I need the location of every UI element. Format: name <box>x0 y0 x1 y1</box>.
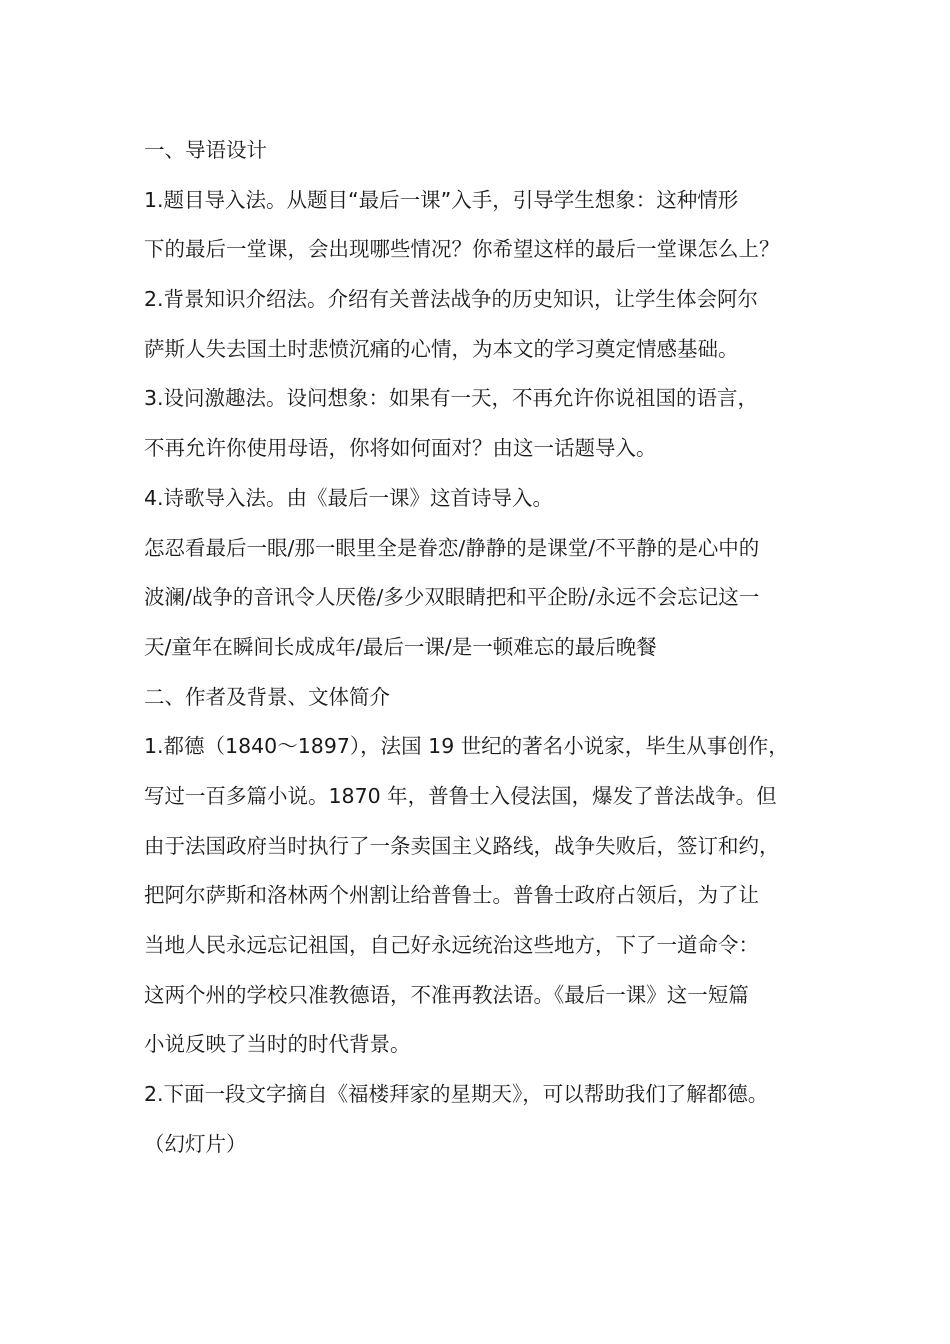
poem-line: 天/童年在瞬间长成成年/最后一课/是一顿难忘的最后晚餐 <box>144 634 657 659</box>
paragraph-line: 1.题目导入法。从题目“最后一课”入手，引导学生想象：这种情形 <box>144 187 739 212</box>
paragraph-line: 3.设问激趣法。设问想象：如果有一天，不再允许你说祖国的语言， <box>144 386 759 411</box>
paragraph-line: 2.下面一段文字摘自《福楼拜家的星期天》，可以帮助我们了解都德。 <box>144 1082 769 1107</box>
paragraph-line: 写过一百多篇小说。1870 年，普鲁士入侵法国，爆发了普法战争。但 <box>144 783 777 808</box>
paragraph-line: 4.诗歌导入法。由《最后一课》这首诗导入。 <box>144 485 554 510</box>
paragraph-line: 2.背景知识介绍法。介绍有关普法战争的历史知识，让学生体会阿尔 <box>144 287 759 312</box>
paragraph-line: 当地人民永远忘记祖国，自己好永远统治这些地方，下了一道命令： <box>144 933 759 957</box>
paragraph-line: 萨斯人失去国土时悲愤沉痛的心情，为本文的学习奠定情感基础。 <box>144 336 739 361</box>
paragraph-line: 不再允许你使用母语，你将如何面对？由这一话题导入。 <box>144 436 657 461</box>
section-heading-author: 二、作者及背景、文体简介 <box>144 684 390 709</box>
poem-line: 怎忍看最后一眼/那一眼里全是眷恋/静静的是课堂/不平静的是心中的 <box>144 535 760 560</box>
paragraph-line: 把阿尔萨斯和洛林两个州割让给普鲁士。普鲁士政府占领后，为了让 <box>144 883 759 908</box>
section-heading-intro: 一、导语设计 <box>144 138 267 162</box>
paragraph-line: （幻灯片） <box>144 1131 247 1156</box>
poem-line: 波澜/战争的音讯令人厌倦/多少双眼睛把和平企盼/永远不会忘记这一 <box>144 585 760 610</box>
paragraph-line: 由于法国政府当时执行了一条卖国主义路线，战争失败后，签订和约， <box>144 833 780 858</box>
paragraph-line: 小说反映了当时的时代背景。 <box>144 1032 411 1057</box>
paragraph-line: 下的最后一堂课，会出现哪些情况？你希望这样的最后一堂课怎么上？ <box>144 237 780 262</box>
document-body <box>144 126 814 1169</box>
paragraph-line: 这两个州的学校只准教德语，不准再教法语。《最后一课》这一短篇 <box>144 982 749 1007</box>
paragraph-line: 1.都德（1840～1897），法国 19 世纪的著名小说家，毕生从事创作， <box>144 734 789 759</box>
